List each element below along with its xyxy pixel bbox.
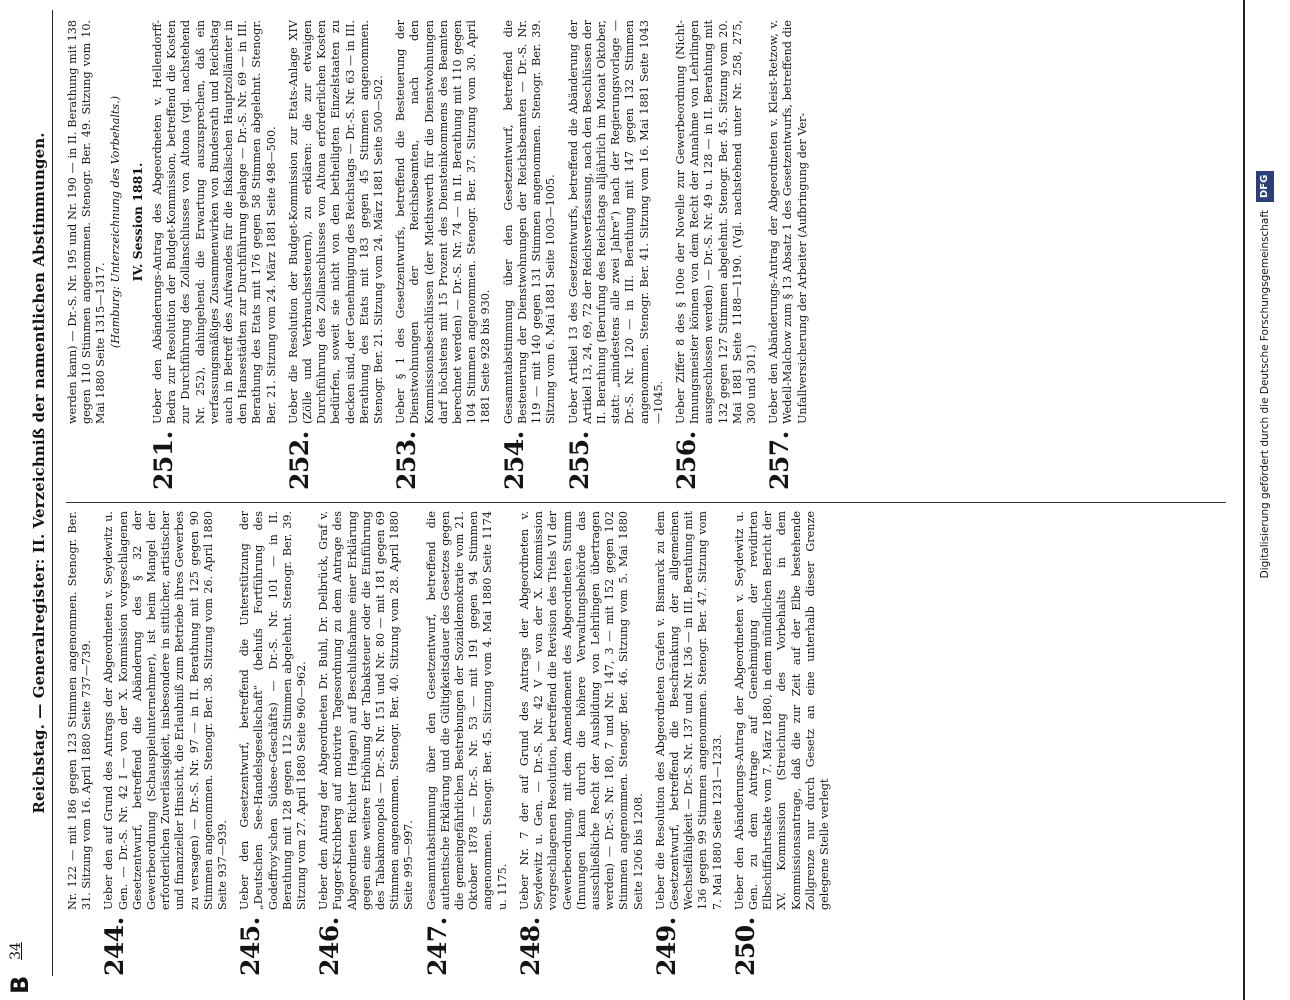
spacer [759, 20, 767, 490]
entry-number: 257. [765, 431, 795, 490]
entry-text: Ueber Artikel 13 des Gesetzentwurfs, betreffend die Abänderung der Artikel 13, 24, 69, 72 der Reichsverfassung, nach den Beschlüssen der II. Berathung (Berufung des Reichstags alljährlich im Monat Oktober, statt: „mindestens alle zwei Jahre“) nach der Regierungsvorlage — Dr.-S. Nr. 120 — in III. Berathung mit 147 gegen 132 Stimmen angenommen. Stenogr. Ber. 41. Sitzung vom 16. Mai 1881 Seite 1043—1045. [566, 20, 665, 424]
entry-number: 255. [564, 431, 594, 490]
entry-number: 250. [730, 917, 760, 976]
entry-number: 249. [651, 917, 681, 976]
entry-number: 251. [149, 431, 179, 490]
spacer [666, 20, 674, 490]
entry-text: Ueber § 1 des Gesetzentwurfs, betreffend die Besteuerung der Dienstwohnungen der Reichsbeamten, nach den Kommissionsbeschlüssen (der Miethswerth für die Dienstwohnungen darf höchstens mit 15 Prozent des Diensteinkommens des Beamten berechnet werden) — Dr.-S. Nr. 74 — in II. Berathung mit 110 gegen 104 Stimmen angenommen. Stenogr. Ber. 37. Sitzung vom 30. April 1881 Seite 928 bis 930. [394, 20, 493, 424]
dfg-logo: DFG [1256, 171, 1274, 202]
entry-text: Ueber die Resolution der Budget-Kommission zur Etats-Anlage XIV (Zölle und Verbrauchssteuern), zu erklären: die zur etwaigen Durchführung des Zollanschlusses von Altona erforderlichen Kosten bedürfen, soweit sie nicht von den betheiligten Einzelstaaten zu decken sind, der Genehmigung des Reichstags — Dr.-S. Nr. 63 — in III. Berathung des Etats mit 183 gegen 45 Stimmen angenommen. Stenogr. Ber. 21. Sitzung vom 24. März 1881 Seite 500—502. [286, 20, 386, 424]
entry-number: 245. [236, 917, 266, 976]
spacer [725, 511, 733, 976]
continuation-text: Nr. 122 — mit 186 gegen 123 Stimmen angenommen. Stenogr. Ber. 31. Sitzung vom 16. April 1880 Seite 737—739. [66, 511, 94, 910]
entry-number: 247. [422, 917, 452, 976]
entry-number: 252. [284, 431, 314, 490]
right-column [66, 20, 1250, 490]
entry-text: Gesammtabstimmung über den Gesetzentwurf, betreffend die Besteuerung der Dienstwohnungen der Reichsbeamten — Dr.-S. Nr. 119 — mit 140 gegen 131 Stimmen angenommen. Stenogr. Ber. 39. Sitzung vom 6. Mai 1881 Seite 1003—1005. [501, 20, 558, 424]
section-letter: B [6, 975, 34, 994]
vote-entry [151, 20, 279, 490]
vote-entry [394, 20, 493, 490]
vote-entry [730, 511, 832, 976]
vote-entry [671, 20, 759, 490]
page-edge-line [1243, 0, 1245, 1000]
vote-entry [515, 511, 646, 976]
spacer [94, 511, 102, 976]
vote-entry [102, 511, 230, 976]
vote-entry [238, 511, 309, 976]
entry-number: 254. [499, 431, 529, 490]
continuation-note: (Hamburg: Unterzeichnung des Vorbehalts.) [108, 95, 122, 349]
spacer [230, 511, 238, 976]
entry-text: Ueber den Abänderungs-Antrag der Abgeordneten v. Seydewitz u. Gen. zu dem Antrage auf Genehmigung der revidirten Elbschiffahrtsakte vom 7. März 1880, in dem mündlichen Bericht der XV. Kommission (Streichung des Vorbehalts in dem Kommissionsantrage, daß die zur Zeit auf der Elbe bestehende Zollgrenze nur durch Gesetz an eine unterhalb dieser Grenze gelegene Stelle verlegt [732, 511, 831, 910]
entry-number: 246. [315, 917, 345, 976]
entry-text: Ueber Ziffer 8 des § 100e der Novelle zur Gewerbeordnung (Nicht-Innungsmeister können von dem Recht der Annahme von Lehrlingen ausgeschlossen werden) — Dr.-S. Nr. 49 u. 128 — in II. Berathung mit 132 gegen 127 Stimmen abgelehnt. Stenogr. Ber. 45. Sitzung vom 20. Mai 1881 Seite 1188—1190. (Vgl. nachstehend unter Nr. 258, 275, 300 und 301.) [673, 20, 758, 424]
spacer [386, 20, 394, 490]
left-entry-list [102, 511, 840, 976]
entry-text: Ueber den Abänderungs-Antrag des Abgeordneten v. Hellendorff-Bedra zur Resolution der Budget-Kommission, betreffend die Kosten zur Durchführung des Zollanschlusses von Altona (vgl. nachstehend Nr. 252), dahingehend: die Erwartung auszusprechen, daß ein verfassungsmäßiges Zusammenwirken von Bundesrath und Reichstag auch in Betreff des Aufwandes für die fiskalischen Hauptzollämter in den Hansestädten zur Durchführung gelange — Dr.-S. Nr. 69 — in III. Berathung des Etats mit 176 gegen 58 Stimmen abgelehnt. Stenogr. Ber. 21. Sitzung vom 24. März 1881 Seite 498—500. [151, 20, 278, 424]
entry-text: Ueber den auf Grund des Antrags der Abgeordneten v. Seydewitz u. Gen. — Dr.-S. Nr. 42 I — von der X. Kommission vorgeschlagenen Gesetzentwurf, betreffend die Abänderung des § 32 der Gewerbeordnung (Schauspielunternehmer), ist beim Mangel der erforderlichen Zuverlässigkeit, insbesondere in sittlicher, artistischer und finanzieller Hinsicht, die Erlaubniß zum Betriebe ihres Gewerbes zu versagen) — Dr.-S. Nr. 97 — in II. Berathung mit 125 gegen 90 Stimmen angenommen. Stenogr. Ber. 38. Sitzung vom 26. April 1880 Seite 937—939. [102, 511, 230, 910]
digitization-credit: Digitalisierung gefördert durch die Deutsche Forschungsgemeinschaft [1259, 210, 1271, 579]
spacer [417, 511, 425, 976]
left-column [66, 511, 1250, 976]
header-rule [52, 10, 53, 976]
entry-number: 256. [671, 431, 701, 490]
spacer [494, 20, 502, 490]
running-title: Reichstag. — Generalregister: II. Verzeichniß der namentlichen Abstimmungen. [30, 132, 48, 814]
section-heading: IV. Session 1881. [129, 162, 145, 282]
entry-text: Ueber den Gesetzentwurf, betreffend die Unterstützung der „Deutschen See-Handelsgesellschaft“ (behufs Fortführung des Godeffroy'schen Südsee-Geschäfts) — Dr.-S. Nr. 101 — in II. Berathung mit 128 gegen 112 Stimmen abgelehnt. Stenogr. Ber. 39. Sitzung vom 27. April 1880 Seite 960—962. [238, 511, 309, 910]
entry-text: Ueber die Resolution des Abgeordneten Grafen v. Bismarck zu dem Gesetzentwurf, betreffend die Beschränkung der allgemeinen Wechselfähigkeit — Dr.-S. Nr. 137 und Nr. 136 — in III. Berathung mit 136 gegen 99 Stimmen angenommen. Stenogr. Ber. 47. Sitzung vom 7. Mai 1880 Seite 1231—1233. [653, 511, 724, 910]
vote-entry [317, 511, 416, 976]
column-divider [66, 502, 1226, 503]
spacer [832, 511, 840, 976]
spacer [646, 511, 654, 976]
entry-number: 248. [515, 917, 545, 976]
spacer [279, 20, 287, 490]
vote-entry [651, 511, 725, 976]
entry-text: Ueber den Antrag der Abgeordneten Dr. Buhl, Dr. Delbrück, Graf v. Fugger-Kirchberg auf motivirte Tagesordnung zu dem Antrage des Abgeordneten Richter (Hagen) auf Beschlußnahme einer Erklärung gegen eine weitere Erhöhung der Tabaksteuer oder die Einführung des Tabakmonopols — Dr.-S. Nr. 151 und Nr. 80 — mit 181 gegen 69 Stimmen angenommen. Stenogr. Ber. 40. Sitzung vom 28. April 1880 Seite 995—997. [317, 511, 416, 910]
spacer [559, 20, 567, 490]
entry-text: Ueber Nr. 7 der auf Grund des Antrags der Abgeordneten v. Seydewitz u. Gen. — Dr.-S. Nr. 42 V — von der X. Kommission vorgeschlagenen Resolution, betreffend die Revision des Titels VI der Gewerbeordnung, mit dem Amendement des Abgeordneten Stumm (Innungen kann durch die höhere Verwaltungsbehörde das ausschließliche Recht der Ausbildung von Lehrlingen übertragen werden) — Dr.-S. Nr. 180, 7 und Nr. 147, 3 — mit 152 gegen 102 Stimmen angenommen. Stenogr. Ber. 46. Sitzung vom 5. Mai 1880 Seite 1206 bis 1208. [517, 511, 645, 910]
page-header [0, 0, 48, 1000]
entry-number: 253. [392, 431, 422, 490]
spacer [510, 511, 518, 976]
vote-entry [564, 20, 666, 490]
vote-entry [422, 511, 510, 976]
right-entry-list [151, 20, 818, 490]
entry-number: 244. [100, 917, 130, 976]
entry-text: Ueber den Abänderungs-Antrag der Abgeordneten v. Kleist-Retzow, v. Wedell-Malchow zum § 13 Absatz 1 des Gesetzentwurfs, betreffend die Unfallversicherung der Arbeiter (Aufbringung der Ver- [767, 20, 809, 424]
spacer [810, 20, 818, 490]
page-number: 34 [8, 942, 24, 960]
vote-entry [767, 20, 810, 490]
vote-entry [499, 20, 559, 490]
vote-entry [284, 20, 386, 490]
entry-text: Gesammtabstimmung über den Gesetzentwurf, betreffend die authentische Erklärung und die Gültigkeitsdauer des Gesetzes gegen die gemeingefährlichen Bestrebungen der Sozialdemokratie vom 21. Oktober 1878 — Dr.-S. Nr. 53 — mit 191 gegen 94 Stimmen angenommen. Stenogr. Ber. 45. Sitzung vom 4. Mai 1880 Seite 1174 u. 1175. [424, 511, 509, 910]
spacer [309, 511, 317, 976]
continuation-text: werden kann) — Dr.-S. Nr. 195 und Nr. 190 — in II. Berathung mit 138 gegen 110 Stimmen angenommen. Stenogr. Ber. 49. Sitzung vom 10. Mai 1880 Seite 1315—1317. [66, 20, 108, 424]
